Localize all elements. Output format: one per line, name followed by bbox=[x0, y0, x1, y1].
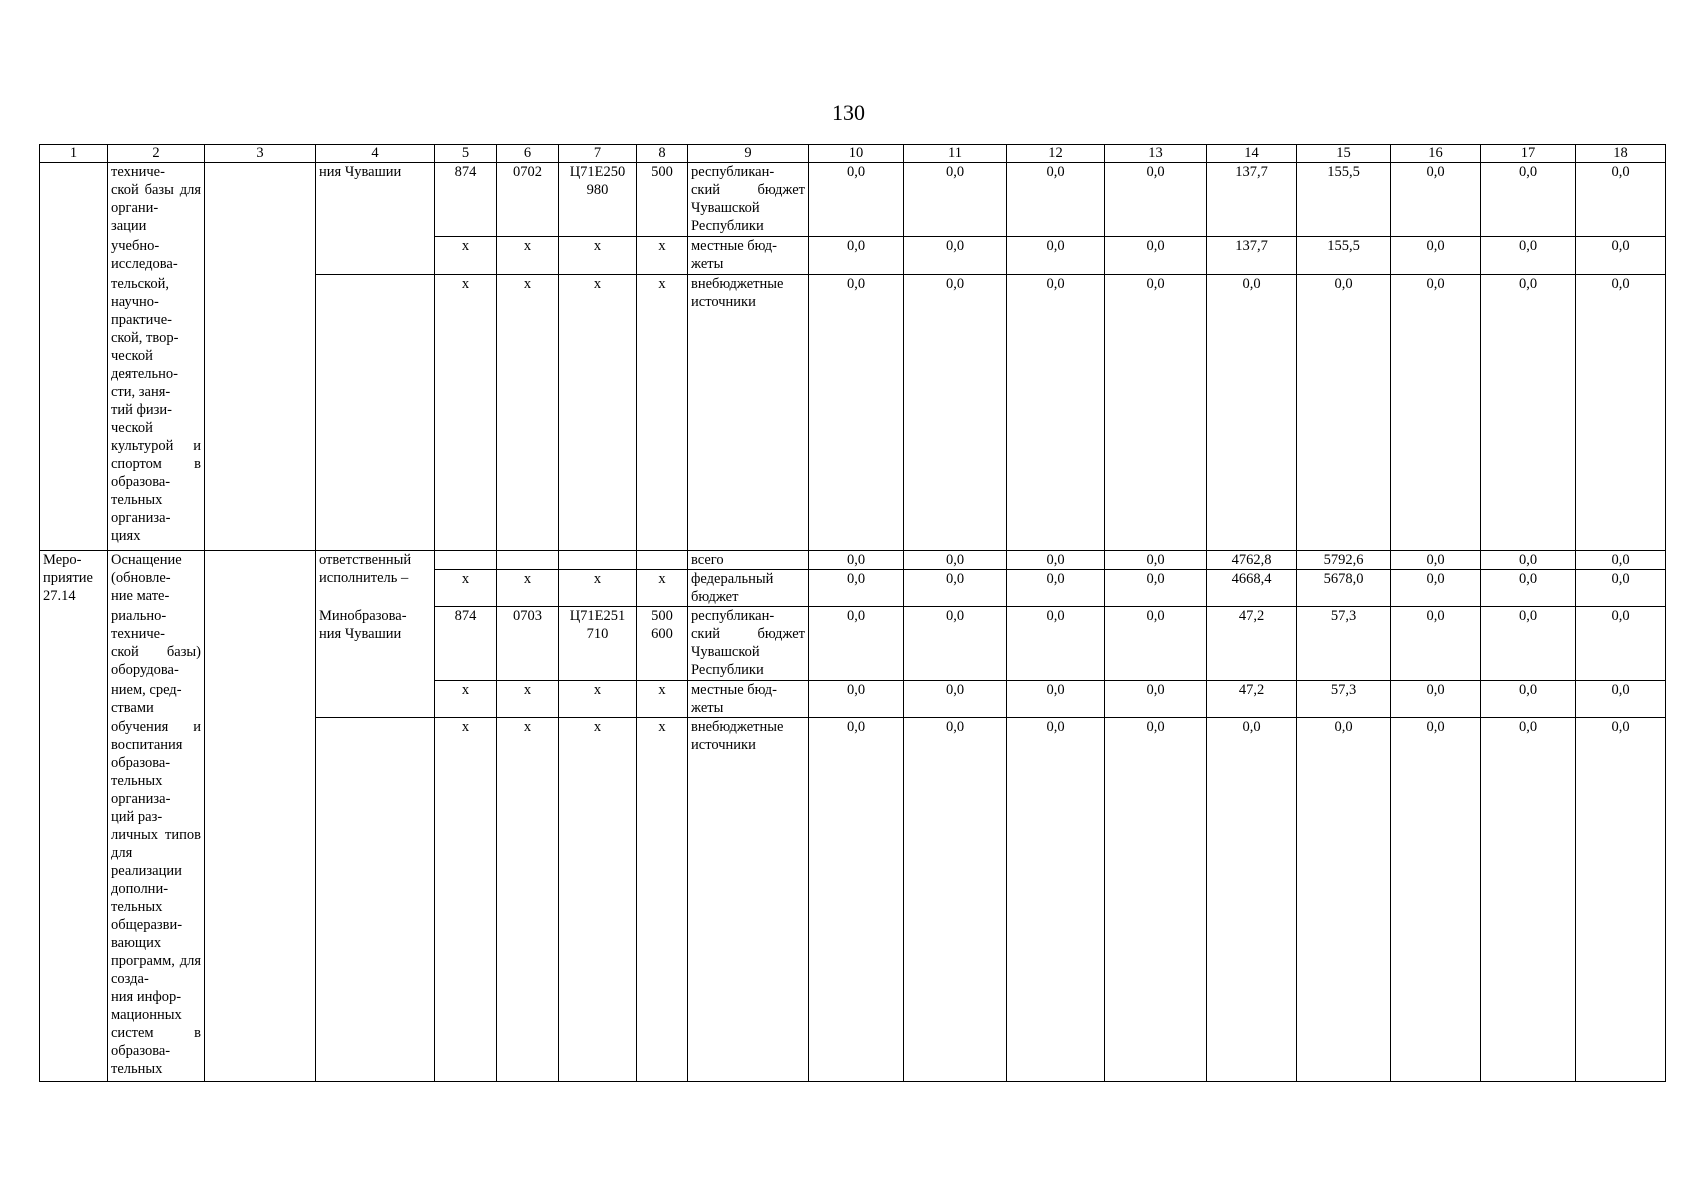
value-cell: 0,0 bbox=[1105, 237, 1207, 275]
value-cell: 0,0 bbox=[1481, 275, 1576, 551]
cell-grbs: x bbox=[435, 275, 497, 551]
column-number: 11 bbox=[904, 145, 1007, 163]
cell-target: x bbox=[559, 275, 637, 551]
cell-funding-source: внебюджетные источники bbox=[688, 275, 809, 551]
column-number-row bbox=[40, 145, 1666, 163]
value-cell: 0,0 bbox=[1391, 237, 1481, 275]
cell-expense-type: x bbox=[637, 275, 688, 551]
value-cell: 0,0 bbox=[1576, 163, 1666, 237]
value-cell: 0,0 bbox=[1007, 275, 1105, 551]
value-cell: 0,0 bbox=[904, 681, 1007, 718]
value-cell: 0,0 bbox=[1105, 275, 1207, 551]
value-cell: 0,0 bbox=[1105, 163, 1207, 237]
value-cell: 47,2 bbox=[1207, 681, 1297, 718]
value-cell: 137,7 bbox=[1207, 237, 1297, 275]
value-cell: 0,0 bbox=[1007, 163, 1105, 237]
value-cell: 0,0 bbox=[1007, 681, 1105, 718]
cell-funding-source: местные бюд- жеты bbox=[688, 681, 809, 718]
value-cell: 0,0 bbox=[1391, 275, 1481, 551]
column-number: 4 bbox=[316, 145, 435, 163]
value-cell: 0,0 bbox=[1576, 607, 1666, 681]
column-number: 2 bbox=[108, 145, 205, 163]
cell-target: x bbox=[559, 681, 637, 718]
column-number: 7 bbox=[559, 145, 637, 163]
column-number: 6 bbox=[497, 145, 559, 163]
cell-funding-source: республикан- ский бюджет Чувашской Республики bbox=[688, 163, 809, 237]
cell-section: x bbox=[497, 275, 559, 551]
value-cell: 0,0 bbox=[1576, 551, 1666, 570]
value-cell: 0,0 bbox=[1207, 275, 1297, 551]
event-description: Оснащение (обновле- ние мате- bbox=[108, 551, 205, 607]
event-description: техниче- ской базы для органи- зации bbox=[108, 163, 205, 237]
value-cell: 0,0 bbox=[1007, 607, 1105, 681]
executor-cell: ния Чувашии bbox=[316, 163, 435, 275]
value-cell: 155,5 bbox=[1297, 237, 1391, 275]
cell-section: 0702 bbox=[497, 163, 559, 237]
value-cell: 0,0 bbox=[1481, 681, 1576, 718]
cell-grbs bbox=[435, 551, 497, 570]
event-description: обучения и воспитания образова- тельных организа- ций раз- личных типов для реализации дополни- тельных общеразви- вающих программ, для созда- ния инфор- мационных систем в образова- тельных bbox=[108, 718, 205, 1082]
cell-grbs: 874 bbox=[435, 607, 497, 681]
value-cell: 0,0 bbox=[1007, 718, 1105, 1082]
cell-funding-source: всего bbox=[688, 551, 809, 570]
cell-grbs: x bbox=[435, 237, 497, 275]
event-description: тельской, научно- практиче- ской, твор- ческой деятельно- сти, заня- тий физи- ческой культурой и спортом в образова- тельных организа- циях bbox=[108, 275, 205, 551]
value-cell: 4762,8 bbox=[1207, 551, 1297, 570]
value-cell: 47,2 bbox=[1207, 607, 1297, 681]
value-cell: 0,0 bbox=[1481, 551, 1576, 570]
value-cell: 0,0 bbox=[809, 607, 904, 681]
value-cell: 0,0 bbox=[1105, 718, 1207, 1082]
column-number: 9 bbox=[688, 145, 809, 163]
value-cell: 0,0 bbox=[1207, 718, 1297, 1082]
cell-expense-type: x bbox=[637, 681, 688, 718]
cell-section: x bbox=[497, 570, 559, 607]
budget-table bbox=[39, 144, 1666, 1082]
value-cell: 5678,0 bbox=[1297, 570, 1391, 607]
value-cell: 0,0 bbox=[1481, 237, 1576, 275]
empty-cell bbox=[316, 718, 435, 1082]
value-cell: 0,0 bbox=[904, 237, 1007, 275]
column-number: 18 bbox=[1576, 145, 1666, 163]
value-cell: 0,0 bbox=[904, 570, 1007, 607]
cell-section: x bbox=[497, 681, 559, 718]
value-cell: 0,0 bbox=[1105, 551, 1207, 570]
cell-section bbox=[497, 551, 559, 570]
value-cell: 0,0 bbox=[904, 551, 1007, 570]
value-cell: 0,0 bbox=[809, 237, 904, 275]
value-cell: 57,3 bbox=[1297, 681, 1391, 718]
column-number: 13 bbox=[1105, 145, 1207, 163]
event-description: риально- техниче- ской базы) оборудова- bbox=[108, 607, 205, 681]
value-cell: 0,0 bbox=[904, 163, 1007, 237]
page-number: 130 bbox=[832, 100, 865, 125]
value-cell: 0,0 bbox=[1007, 551, 1105, 570]
value-cell: 0,0 bbox=[904, 275, 1007, 551]
event-number: Меро- приятие 27.14 bbox=[40, 551, 108, 1082]
value-cell: 4668,4 bbox=[1207, 570, 1297, 607]
table-row bbox=[40, 163, 1666, 237]
cell-grbs: x bbox=[435, 681, 497, 718]
value-cell: 0,0 bbox=[1391, 718, 1481, 1082]
column-number: 16 bbox=[1391, 145, 1481, 163]
executor-cell: Минобразова- ния Чувашии bbox=[316, 607, 435, 718]
value-cell: 0,0 bbox=[1481, 718, 1576, 1082]
value-cell: 0,0 bbox=[1105, 607, 1207, 681]
cell-target: x bbox=[559, 570, 637, 607]
value-cell: 0,0 bbox=[1391, 681, 1481, 718]
cell-target: Ц71Е250 980 bbox=[559, 163, 637, 237]
cell-expense-type: x bbox=[637, 570, 688, 607]
cell-target: x bbox=[559, 237, 637, 275]
value-cell: 0,0 bbox=[904, 718, 1007, 1082]
value-cell: 0,0 bbox=[1105, 681, 1207, 718]
value-cell: 0,0 bbox=[809, 681, 904, 718]
value-cell: 0,0 bbox=[1297, 718, 1391, 1082]
value-cell: 0,0 bbox=[1007, 570, 1105, 607]
value-cell: 0,0 bbox=[1481, 570, 1576, 607]
value-cell: 0,0 bbox=[1576, 570, 1666, 607]
value-cell: 0,0 bbox=[809, 275, 904, 551]
column-number: 3 bbox=[205, 145, 316, 163]
empty-cell bbox=[205, 163, 316, 551]
value-cell: 0,0 bbox=[1576, 681, 1666, 718]
cell-expense-type: x bbox=[637, 237, 688, 275]
column-number: 15 bbox=[1297, 145, 1391, 163]
cell-target: Ц71Е251 710 bbox=[559, 607, 637, 681]
cell-funding-source: внебюджетные источники bbox=[688, 718, 809, 1082]
cell-section: 0703 bbox=[497, 607, 559, 681]
cell-section: x bbox=[497, 718, 559, 1082]
cell-section: x bbox=[497, 237, 559, 275]
cell-expense-type: 500 600 bbox=[637, 607, 688, 681]
column-number: 17 bbox=[1481, 145, 1576, 163]
empty-cell bbox=[205, 551, 316, 1082]
value-cell: 0,0 bbox=[1297, 275, 1391, 551]
cell-target: x bbox=[559, 718, 637, 1082]
table-row bbox=[40, 551, 1666, 570]
value-cell: 0,0 bbox=[1576, 237, 1666, 275]
value-cell: 5792,6 bbox=[1297, 551, 1391, 570]
value-cell: 0,0 bbox=[1391, 607, 1481, 681]
value-cell: 155,5 bbox=[1297, 163, 1391, 237]
cell-expense-type: x bbox=[637, 718, 688, 1082]
column-number: 8 bbox=[637, 145, 688, 163]
column-number: 1 bbox=[40, 145, 108, 163]
value-cell: 0,0 bbox=[809, 163, 904, 237]
cell-expense-type bbox=[637, 551, 688, 570]
cell-funding-source: республикан- ский бюджет Чувашской Республики bbox=[688, 607, 809, 681]
value-cell: 0,0 bbox=[1007, 237, 1105, 275]
cell-funding-source: федеральный бюджет bbox=[688, 570, 809, 607]
column-number: 10 bbox=[809, 145, 904, 163]
value-cell: 0,0 bbox=[1481, 607, 1576, 681]
value-cell: 0,0 bbox=[1576, 718, 1666, 1082]
value-cell: 0,0 bbox=[904, 607, 1007, 681]
value-cell: 0,0 bbox=[1481, 163, 1576, 237]
value-cell: 0,0 bbox=[1576, 275, 1666, 551]
cell-grbs: x bbox=[435, 718, 497, 1082]
value-cell: 0,0 bbox=[1105, 570, 1207, 607]
value-cell: 0,0 bbox=[1391, 551, 1481, 570]
cell-grbs: x bbox=[435, 570, 497, 607]
value-cell: 137,7 bbox=[1207, 163, 1297, 237]
empty-cell bbox=[40, 163, 108, 551]
event-description: нием, сред- ствами bbox=[108, 681, 205, 718]
cell-grbs: 874 bbox=[435, 163, 497, 237]
cell-expense-type: 500 bbox=[637, 163, 688, 237]
value-cell: 57,3 bbox=[1297, 607, 1391, 681]
cell-funding-source: местные бюд- жеты bbox=[688, 237, 809, 275]
value-cell: 0,0 bbox=[809, 570, 904, 607]
value-cell: 0,0 bbox=[809, 718, 904, 1082]
column-number: 12 bbox=[1007, 145, 1105, 163]
empty-cell bbox=[316, 275, 435, 551]
column-number: 5 bbox=[435, 145, 497, 163]
cell-target bbox=[559, 551, 637, 570]
value-cell: 0,0 bbox=[1391, 163, 1481, 237]
column-number: 14 bbox=[1207, 145, 1297, 163]
value-cell: 0,0 bbox=[1391, 570, 1481, 607]
event-description: учебно- исследова- bbox=[108, 237, 205, 275]
value-cell: 0,0 bbox=[809, 551, 904, 570]
executor-cell: ответственный исполнитель – bbox=[316, 551, 435, 607]
